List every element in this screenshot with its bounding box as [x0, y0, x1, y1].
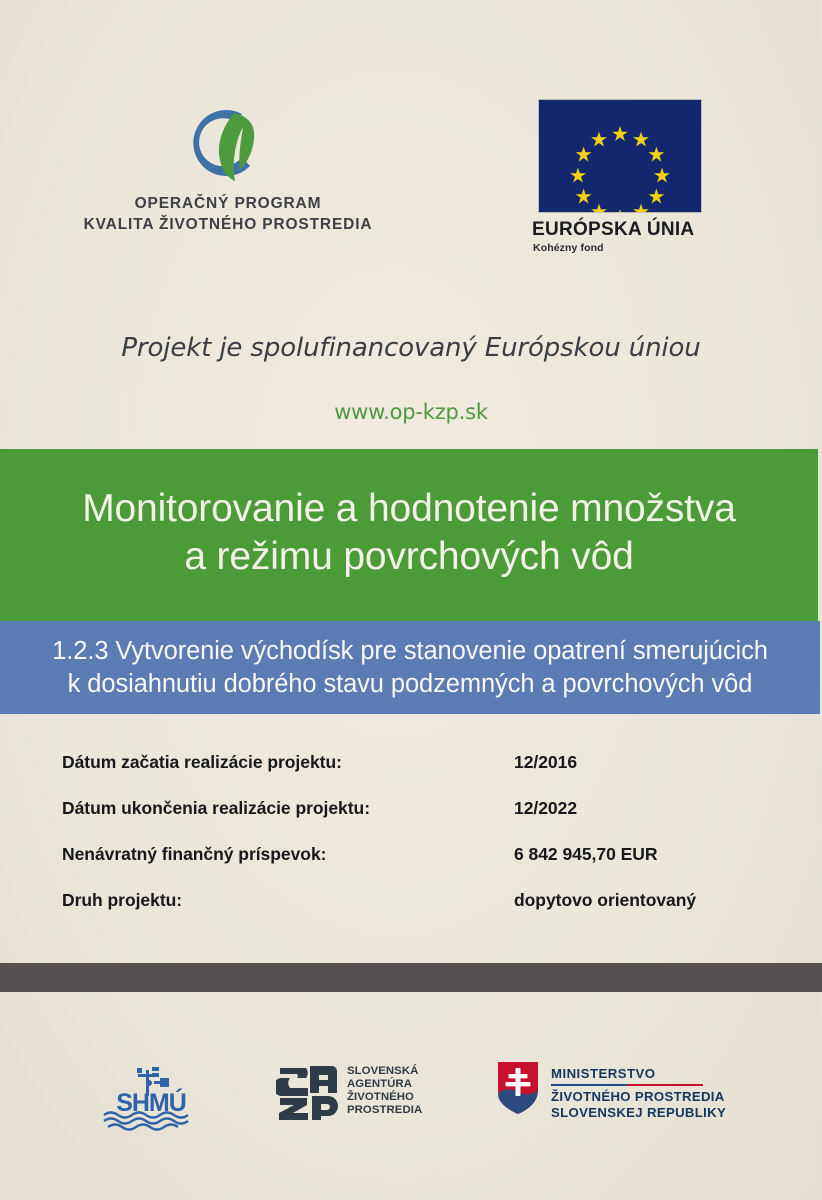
svg-text:SHMÚ: SHMÚ — [116, 1089, 186, 1117]
detail-value: dopytovo orientovaný — [514, 890, 697, 910]
detail-value: 12/2016 — [514, 752, 578, 772]
sazp-monogram-icon — [276, 1062, 338, 1120]
detail-value: 6 842 945,70 EUR — [514, 844, 658, 864]
project-title-banner — [0, 449, 818, 621]
op-kzp-wordmark-line2: KVALITA ŽIVOTNÉHO PROSTREDIA — [83, 215, 373, 233]
sazp-wordmark-line3: ŽIVOTNÉHO — [347, 1091, 414, 1103]
project-subtitle-line2: k dosiahnutiu dobrého stavu podzemných a povrchových vôd — [67, 669, 753, 698]
sazp-wordmark — [347, 1065, 422, 1117]
eu-logo — [520, 100, 720, 254]
program-website-url: www.op-kzp.sk — [334, 400, 488, 424]
sazp-wordmark-line2: AGENTÚRA — [347, 1078, 413, 1090]
slovak-coat-of-arms-shield-icon — [496, 1060, 540, 1116]
op-kzp-wordmark — [78, 194, 378, 236]
project-subtitle-line1: 1.2.3 Vytvorenie východísk pre stanovenie opatrení smerujúcich — [52, 636, 768, 665]
detail-value: 12/2022 — [514, 798, 578, 818]
detail-row — [62, 844, 762, 865]
ministry-rule — [551, 1084, 703, 1086]
section-divider-bar — [0, 963, 822, 992]
detail-row — [62, 798, 762, 819]
eu-fund-subtitle: Kohézny fond — [533, 242, 604, 254]
detail-row — [62, 890, 762, 911]
partner-logos-row — [0, 1058, 822, 1144]
ministry-line3: SLOVENSKEJ REPUBLIKY — [551, 1104, 727, 1120]
shmu-weathervane-waves-icon — [96, 1064, 206, 1134]
ministry-line1: MINISTERSTVO — [551, 1066, 656, 1081]
ministry-line2: ŽIVOTNÉHO PROSTREDIA — [551, 1089, 725, 1104]
op-kzp-wordmark-line1: OPERAČNÝ PROGRAM — [134, 195, 322, 212]
detail-label: Nenávratný finančný príspevok: — [62, 844, 327, 864]
project-subtitle-banner — [0, 621, 820, 714]
eu-flag-icon — [539, 100, 701, 212]
cofinancing-statement: Projekt je spolufinancovaný Európskou úniou — [121, 333, 701, 363]
sazp-wordmark-line1: SLOVENSKÁ — [347, 1065, 419, 1077]
ministry-of-environment-logo — [496, 1060, 726, 1121]
detail-label: Dátum ukončenia realizácie projektu: — [62, 798, 370, 818]
detail-label: Druh projektu: — [62, 890, 183, 910]
project-title-line2: a režimu povrchových vôd — [184, 535, 634, 578]
detail-label: Dátum začatia realizácie projektu: — [62, 752, 342, 772]
sazp-logo — [276, 1062, 422, 1120]
project-title-line1: Monitorovanie a hodnotenie množstva — [82, 487, 736, 531]
eu-name: EURÓPSKA ÚNIA — [532, 219, 695, 240]
op-kzp-leaf-icon — [78, 100, 378, 188]
op-kzp-logo — [78, 100, 378, 236]
sazp-wordmark-line4: PROSTREDIA — [347, 1104, 423, 1116]
detail-row — [62, 752, 762, 773]
shmu-logo — [96, 1064, 206, 1139]
project-details-list — [62, 752, 762, 936]
